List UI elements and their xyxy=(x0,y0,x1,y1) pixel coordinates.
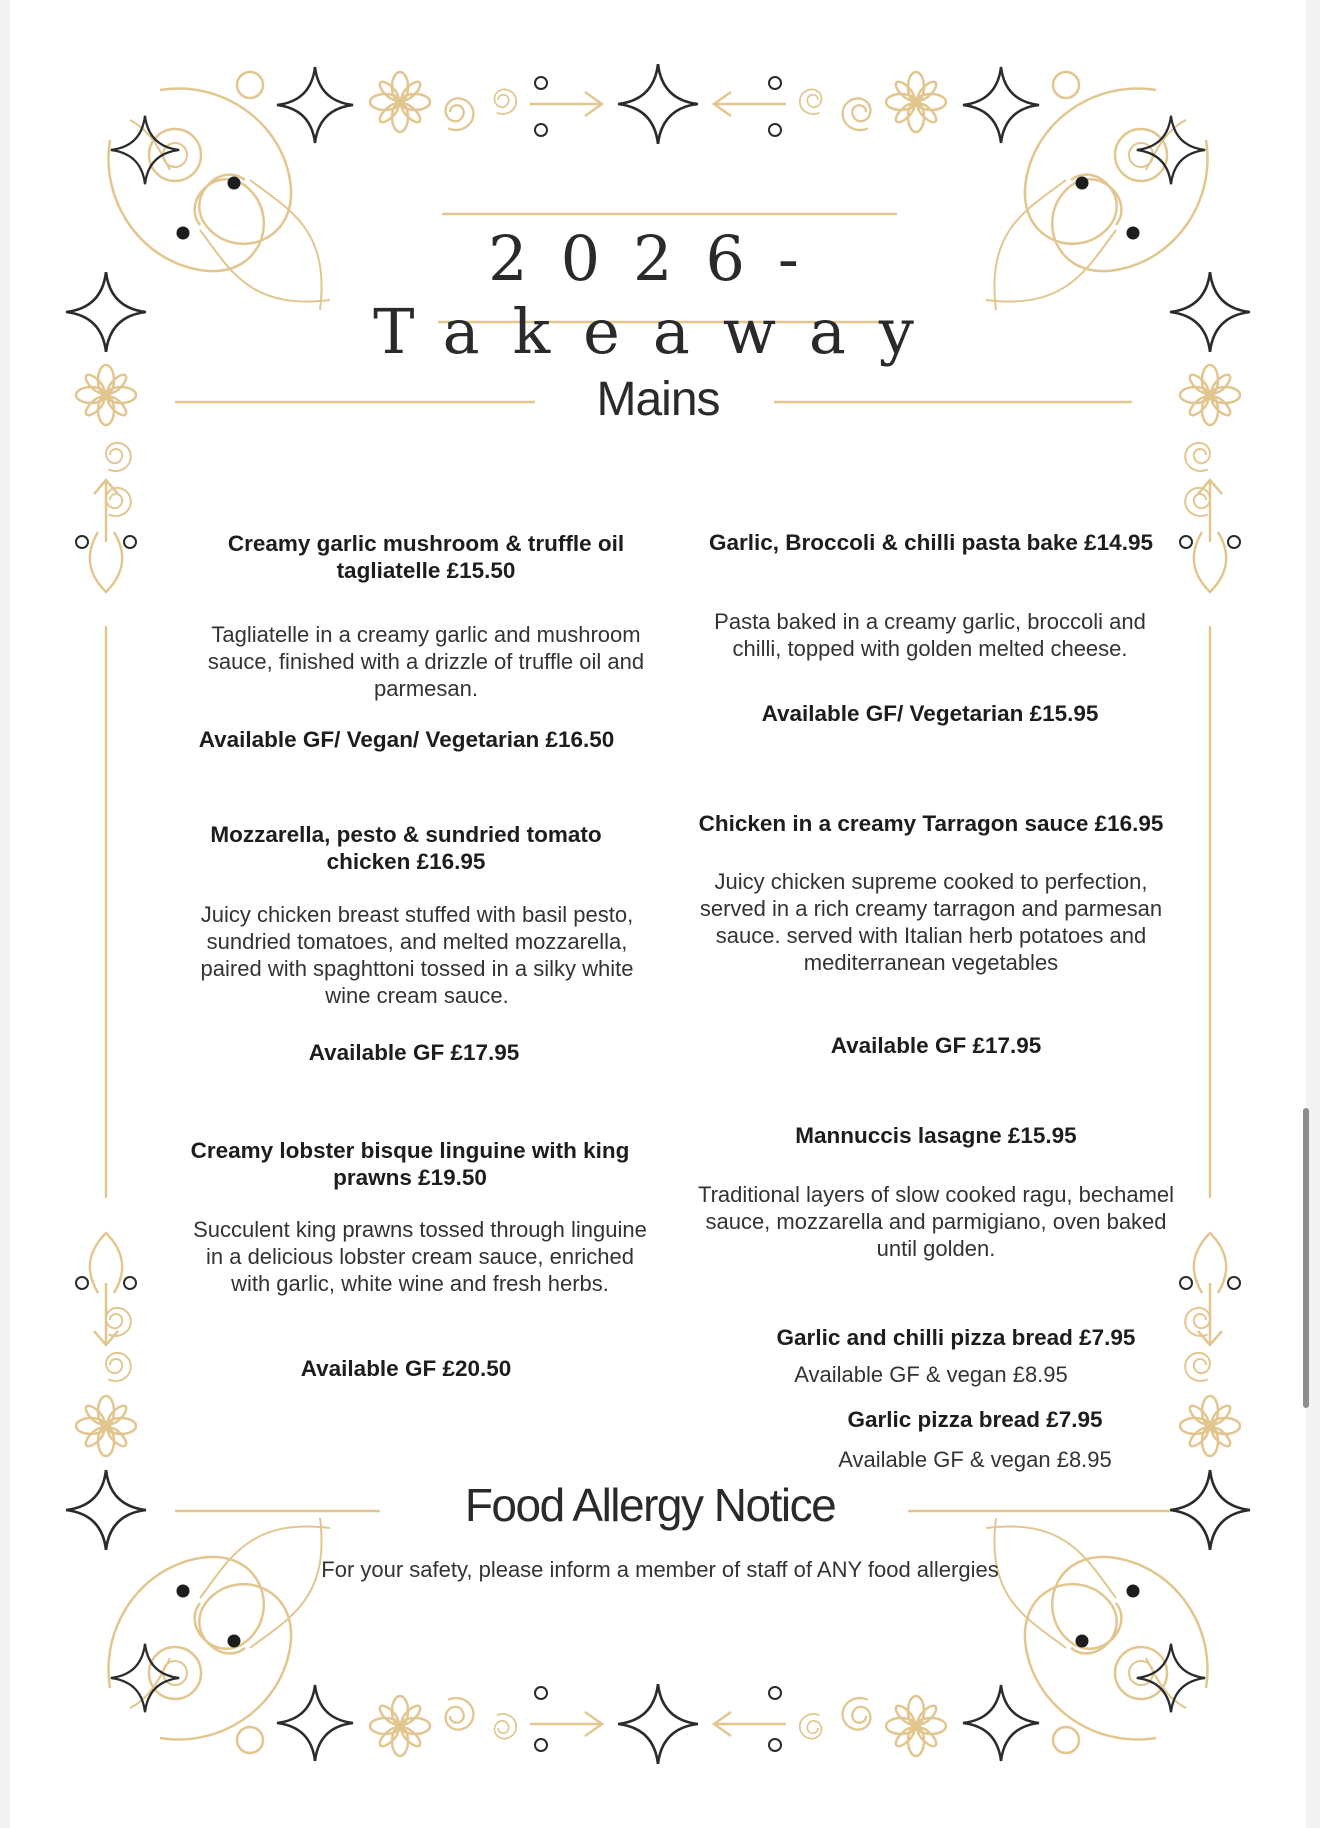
menu-page xyxy=(10,0,1306,1828)
dish-description: Traditional layers of slow cooked ragu, bechamel sauce, mozzarella and parmigiano, oven baked until golden. xyxy=(697,1182,1175,1261)
dish-description: Tagliatelle in a creamy garlic and mushroom sauce, finished with a drizzle of truffle oil and parmesan. xyxy=(207,622,645,701)
section-heading: Mains xyxy=(596,373,720,426)
dish-name: Mannuccis lasagne £15.95 xyxy=(795,1123,1077,1148)
extra-availability: Available GF & vegan £8.95 xyxy=(838,1447,1112,1472)
dish-availability: Available GF £17.95 xyxy=(830,1033,1042,1058)
extra-availability: Available GF & vegan £8.95 xyxy=(794,1362,1068,1387)
dish-availability: Available GF £17.95 xyxy=(308,1040,520,1065)
dish-description: Juicy chicken supreme cooked to perfection, served in a rich creamy tarragon and parmesan sauce. served with Italian herb potatoes and mediterranean vegetables xyxy=(699,869,1163,975)
allergy-notice-text: For your safety, please inform a member of staff of ANY food allergies xyxy=(321,1557,999,1582)
dish-availability: Available GF/ Vegan/ Vegetarian £16.50 xyxy=(198,727,615,752)
allergy-notice-title: Food Allergy Notice xyxy=(464,1479,836,1531)
scrollbar-thumb[interactable] xyxy=(1303,1108,1309,1408)
dish-description: Juicy chicken breast stuffed with basil pesto, sundried tomatoes, and melted mozzarella, paired with spaghttoni tossed in a silky white wine cream sauce. xyxy=(200,902,634,1008)
dish-name: Creamy lobster bisque linguine with king prawns £19.50 xyxy=(190,1138,630,1190)
extra-name: Garlic pizza bread £7.95 xyxy=(847,1407,1103,1432)
dish-availability: Available GF £20.50 xyxy=(300,1356,512,1381)
dish-description: Pasta baked in a creamy garlic, broccoli and chilli, topped with golden melted cheese. xyxy=(714,609,1146,661)
extra-name: Garlic and chilli pizza bread £7.95 xyxy=(776,1325,1136,1350)
dish-description: Succulent king prawns tossed through linguine in a delicious lobster cream sauce, enriched with garlic, white wine and fresh herbs. xyxy=(193,1217,647,1296)
dish-name: Mozzarella, pesto & sundried tomato chicken £16.95 xyxy=(210,822,602,874)
dish-name: Chicken in a creamy Tarragon sauce £16.95 xyxy=(698,811,1164,836)
dish-availability: Available GF/ Vegetarian £15.95 xyxy=(761,701,1099,726)
dish-name: Garlic, Broccoli & chilli pasta bake £14.95 xyxy=(709,530,1153,555)
dish-name: Creamy garlic mushroom & truffle oil tagliatelle £15.50 xyxy=(227,531,625,583)
menu-title: 2026- Takeaway xyxy=(373,222,947,368)
